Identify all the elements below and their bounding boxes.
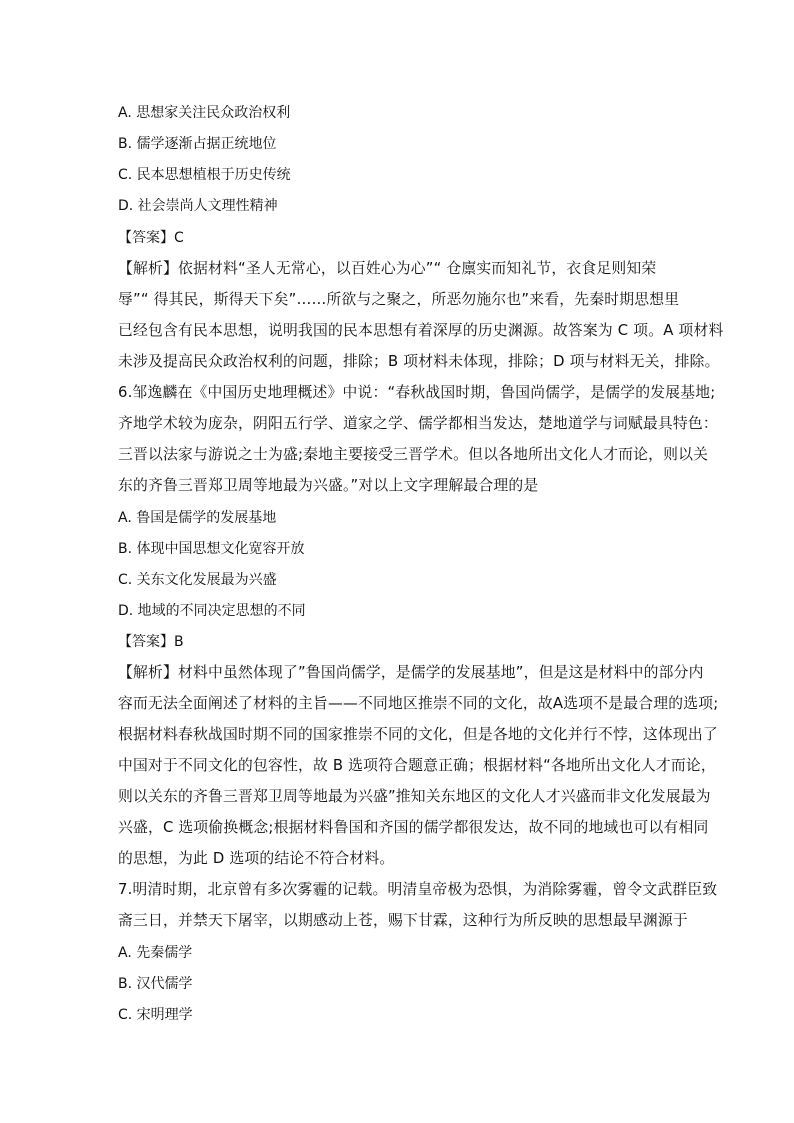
q5-option-d: D. 社会崇尚人文理性精神	[118, 198, 278, 214]
q6-analysis-line: 容而无法全面阐述了材料的主旨——不同地区推崇不同的文化，故A选项不是最合理的选项;	[118, 695, 719, 712]
q5-option-c: C. 民本思想植根于历史传统	[118, 167, 291, 183]
q5-analysis-line: 未涉及提高民众政治权利的问题，排除；B 项材料未体现，排除；D 项与材料无关，排除。	[118, 353, 720, 370]
q5-analysis-line: 已经包含有民本思想，说明我国的民本思想有着深厚的历史渊源。故答案为 C 项。A 项材料	[118, 322, 724, 339]
q6-analysis-line: 兴盛，C 选项偷换概念;根据材料鲁国和齐国的儒学都很发达，故不同的地域也可以有相同	[118, 819, 709, 836]
q7-stem-line: 斋三日，并禁天下屠宰，以期感动上苍，赐下甘霖，这种行为所反映的思想最早渊源于	[118, 912, 688, 929]
q6-stem-line: 齐地学术较为庞杂，阴阳五行学、道家之学、儒学都相当发达，楚地道学与词赋最具特色：	[118, 415, 718, 432]
q6-stem-line: 东的齐鲁三晋郑卫周等地最为兴盛。”对以上文字理解最合理的是	[118, 477, 539, 494]
q6-analysis-line: 【解析】材料中虽然体现了”鲁国尚儒学，是儒学的发展基地”，但是这是材料中的部分内	[118, 664, 704, 681]
q6-option-c: C. 关东文化发展最为兴盛	[118, 572, 277, 588]
q5-analysis-line: 【解析】依据材料“圣人无常心，以百姓心为心”“ 仓廪实而知礼节，衣食足则知荣	[118, 260, 657, 277]
q7-stem-line: 7.明清时期，北京曾有多次雾霾的记载。明清皇帝极为恐惧，为消除雾霾，曾令文武群臣致	[118, 881, 718, 898]
q6-analysis-line: 则以关东的齐鲁三晋郑卫周等地最为兴盛”推知关东地区的文化人才兴盛而非文化发展最为	[118, 788, 711, 805]
q6-option-a: A. 鲁国是儒学的发展基地	[118, 510, 277, 526]
q6-analysis-line: 中国对于不同文化的包容性，故 B 选项符合题意正确；根据材料“各地所出文化人才而论，	[118, 757, 716, 774]
q7-option-b: B. 汉代儒学	[118, 976, 193, 992]
q5-answer: 【答案】C	[118, 230, 184, 246]
q7-option-c: C. 宋明理学	[118, 1007, 193, 1023]
q6-option-d: D. 地域的不同决定思想的不同	[118, 603, 306, 619]
q5-option-b: B. 儒学逐渐占据正统地位	[118, 136, 277, 152]
q6-answer: 【答案】B	[118, 634, 184, 650]
q6-analysis-line: 根据材料春秋战国时期不同的国家推崇不同的文化，但是各地的文化并行不悖，这体现出了	[118, 726, 718, 743]
q5-option-a: A. 思想家关注民众政治权利	[118, 105, 291, 121]
q6-analysis-line: 的思想，为此 D 选项的结论不符合材料。	[118, 850, 395, 867]
q5-analysis-line: 辱”“ 得其民，斯得天下矣”……所欲与之聚之，所恶勿施尔也”来看，先秦时期思想里	[118, 291, 680, 308]
q6-option-b: B. 体现中国思想文化宽容开放	[118, 541, 305, 557]
q6-stem-line: 三晋以法家与游说之士为盛;秦地主要接受三晋学术。但以各地所出文化人才而论，则以关	[118, 446, 709, 463]
q6-stem-line: 6.邹逸麟在《中国历史地理概述》中说：“春秋战国时期，鲁国尚儒学，是儒学的发展基地;	[118, 384, 716, 401]
q7-option-a: A. 先秦儒学	[118, 945, 193, 961]
